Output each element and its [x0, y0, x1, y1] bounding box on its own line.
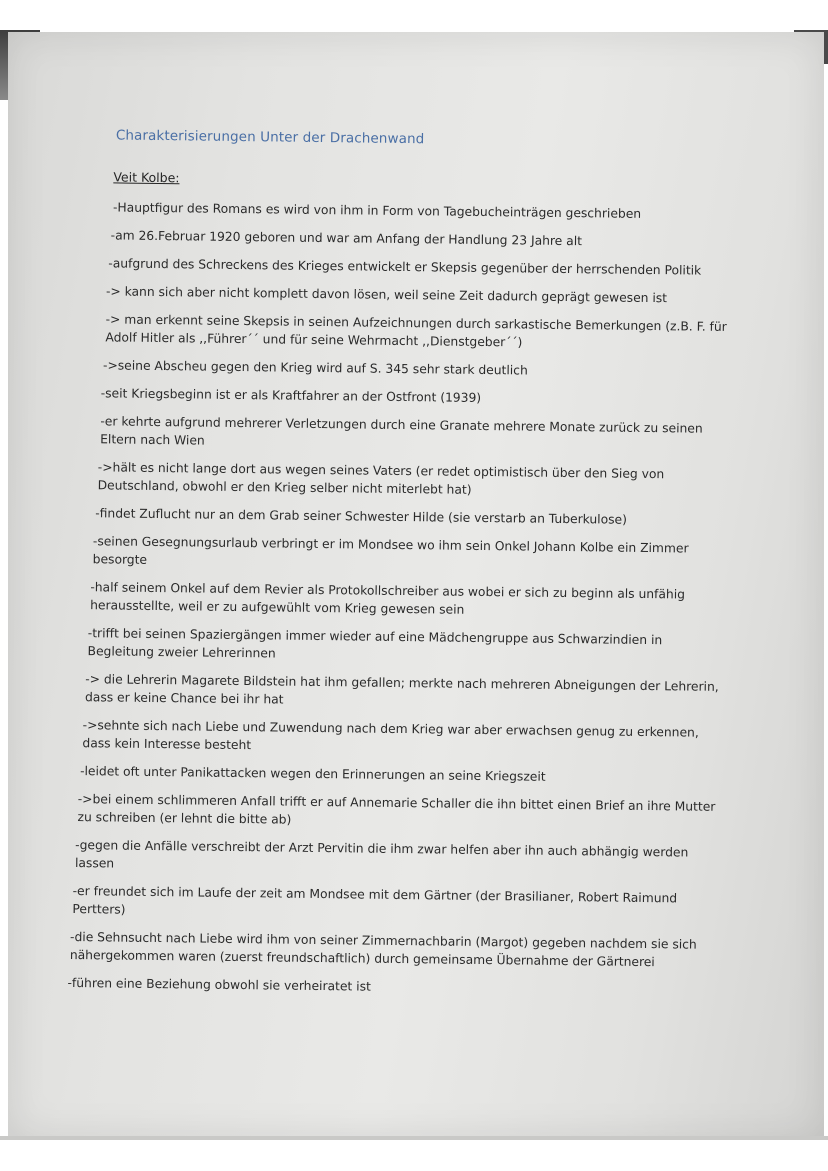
list-item: -> kann sich aber nicht komplett davon lösen, weil seine Zeit dadurch geprägt gewesen ist: [105, 284, 668, 306]
list-item: -die Sehnsucht nach Liebe wird ihm von seiner Zimmernachbarin (Margot) gegeben nachdem sie sich nähergekommen waren (zuerst freundschaftlich) durch gemeinsame Übernahme der Gärtnerei: [69, 929, 697, 970]
list-item: -am 26.Februar 1920 geboren und war am Anfang der Handlung 23 Jahre alt: [110, 228, 583, 249]
list-item: ->seine Abscheu gegen den Krieg wird auf S. 345 sehr stark deutlich: [103, 358, 528, 378]
document-title: Charakterisierungen Unter der Drachenwand: [115, 127, 425, 148]
list-item: -seinen Gesegnungsurlaub verbringt er im Mondsee wo ihm sein Onkel Johann Kolbe ein Zimmer besorgte: [92, 534, 689, 567]
list-item: ->hält es nicht lange dort aus wegen seines Vaters (er redet optimistisch über den Sieg von Deutschland, obwohl er den Krieg selber nicht miterlebt hat): [97, 460, 665, 497]
list-item: -gegen die Anfälle verschreibt der Arzt Pervitin die ihm zwar helfen aber ihn auch abhängig werden lassen: [74, 838, 689, 871]
list-item: ->bei einem schlimmeren Anfall trifft er auf Annemarie Schaller die ihn bittet einen Brief an ihre Mutter zu schreiben (er lehnt die bitte ab): [77, 792, 716, 827]
list-item: -half seinem Onkel auf dem Revier als Protokollschreiber aus wobei er sich zu beginn als unfähig herausstellte, weil er zu aufgewühlt vom Krieg gewesen sein: [90, 580, 686, 617]
paper-sheet: [8, 32, 824, 1138]
entry-list: [67, 198, 737, 1000]
list-item: -er freundet sich im Laufe der zeit am Mondsee mit dem Gärtner (der Brasilianer, Robert Raimund Pertters): [72, 883, 678, 917]
list-item: -seit Kriegsbeginn ist er als Kraftfahrer an der Ostfront (1939): [100, 386, 482, 405]
list-item: -trifft bei seinen Spaziergängen immer wieder auf eine Mädchengruppe aus Schwarzindien in Begleitung zweier Lehrerinnen: [87, 626, 663, 661]
list-item: -führen eine Beziehung obwohl sie verheiratet ist: [67, 975, 371, 994]
list-item: -findet Zuflucht nur an dem Grab seiner Schwester Hilde (sie verstarb an Tuberkulose): [95, 506, 628, 527]
section-heading: Veit Kolbe:: [113, 169, 180, 186]
list-item: -leidet oft unter Panikattacken wegen den Erinnerungen an seine Kriegszeit: [80, 764, 546, 784]
list-item: -> die Lehrerin Magarete Bildstein hat ihm gefallen; merkte nach mehreren Abneigungen der Lehrerin, dass er keine Chance bei ihr hat: [84, 672, 719, 707]
list-item: -er kehrte aufgrund mehrerer Verletzungen durch eine Granate mehrere Monate zurück zu seinen Eltern nach Wien: [100, 414, 703, 448]
list-item: -Hauptfigur des Romans es wird von ihm in Form von Tagebucheinträgen geschrieben: [112, 200, 642, 221]
list-item: -aufgrund des Schreckens des Krieges entwickelt er Skepsis gegenüber der herrschenden Politik: [108, 256, 702, 278]
paper-bottom-edge: [0, 1136, 828, 1140]
list-item: -> man erkennt seine Skepsis in seinen Aufzeichnungen durch sarkastische Bemerkungen (z.B. F. für Adolf Hitler als ,,Führer´´ und für seine Wehrmacht ,,Dienstgeber´´): [105, 312, 727, 350]
document-content: [67, 127, 738, 1010]
list-item: ->sehnte sich nach Liebe und Zuwendung nach dem Krieg war aber erwachsen genug zu erkennen, dass kein Interesse besteht: [82, 718, 699, 753]
